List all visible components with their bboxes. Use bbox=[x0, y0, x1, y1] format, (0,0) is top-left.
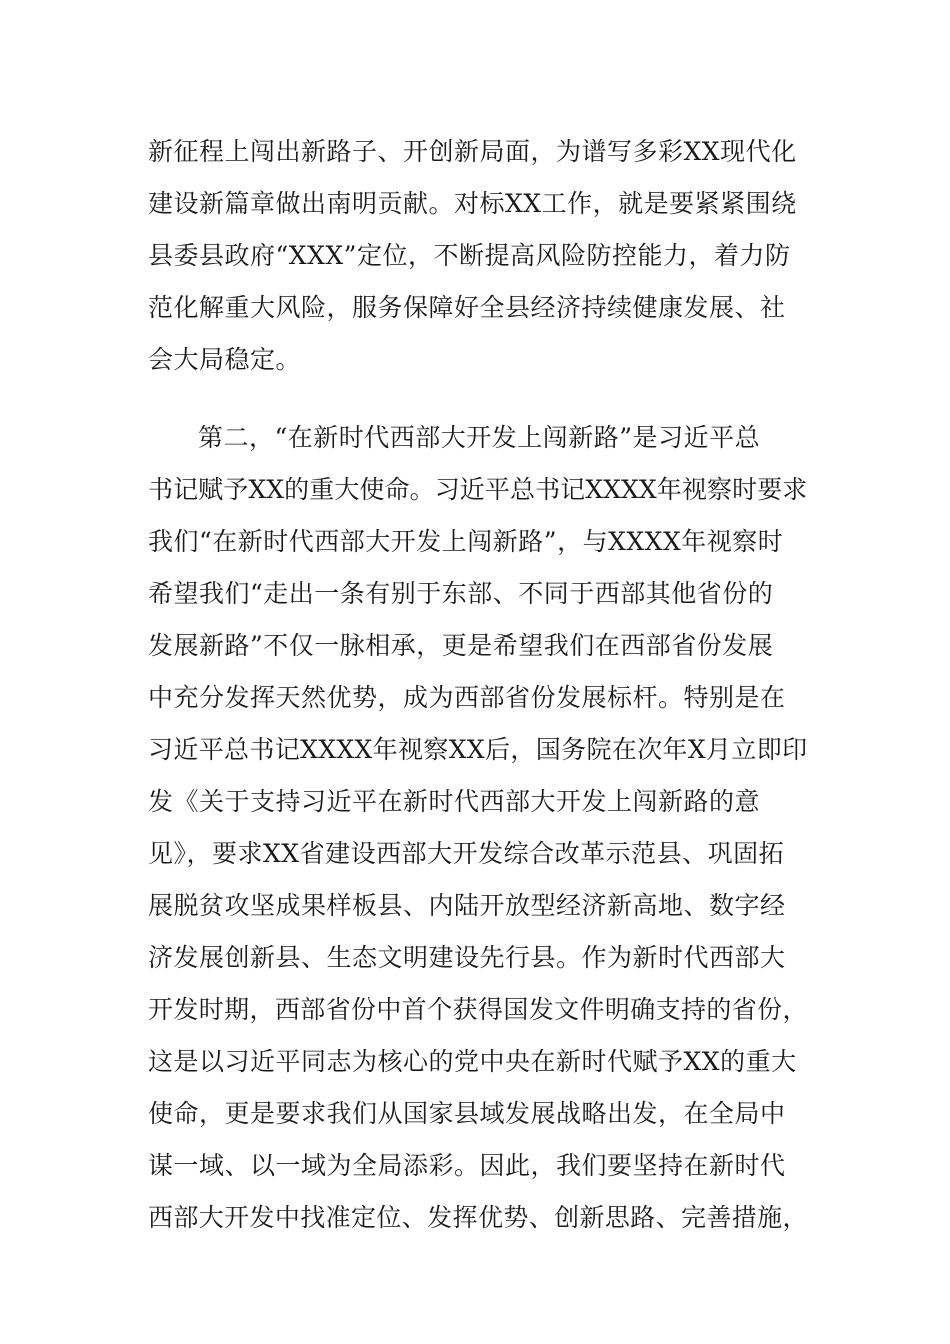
paragraph-2-line: 见》，要求XX省建设西部大开发综合改革示范县、巩固拓 bbox=[148, 839, 785, 868]
paragraph-2-line: 济发展创新县、生态文明建设先行县。作为新时代西部大 bbox=[148, 943, 786, 972]
paragraph-2-line: 希望我们“走出一条有别于东部、不同于西部其他省份的 bbox=[148, 579, 774, 608]
paragraph-1-line: 新征程上闯出新路子、开创新局面，为谱写多彩XX现代化 bbox=[148, 137, 797, 166]
paragraph-1-line: 会大局稳定。 bbox=[148, 345, 302, 374]
paragraph-2-line: 西部大开发中找准定位、发挥优势、创新思路、完善措施， bbox=[148, 1203, 808, 1232]
paragraph-2-line: 第二，“在新时代西部大开发上闯新路”是习近平总 bbox=[198, 423, 761, 452]
paragraph-2-line: 我们“在新时代西部大开发上闯新路”，与XXXX年视察时 bbox=[148, 527, 784, 556]
paragraph-2-line: 书记赋予XX的重大使命。习近平总书记XXXX年视察时要求 bbox=[148, 475, 808, 504]
paragraph-1-line: 县委县政府“XXX”定位，不断提高风险防控能力，着力防 bbox=[148, 241, 791, 270]
paragraph-1-line: 范化解重大风险，服务保障好全县经济持续健康发展、社 bbox=[148, 293, 786, 322]
paragraph-2-line: 这是以习近平同志为核心的党中央在新时代赋予XX的重大 bbox=[148, 1047, 797, 1076]
paragraph-2-line: 发《关于支持习近平在新时代西部大开发上闯新路的意 bbox=[148, 787, 761, 816]
paragraph-1-line: 建设新篇章做出南明贡献。对标XX工作，就是要紧紧围绕 bbox=[148, 189, 797, 218]
paragraph-2-line: 谋一域、以一域为全局添彩。因此，我们要坚持在新时代 bbox=[148, 1151, 786, 1180]
paragraph-2-line: 使命，更是要求我们从国家县域发展战略出发，在全局中 bbox=[148, 1099, 786, 1128]
paragraph-2-line: 中充分发挥天然优势，成为西部省份发展标杆。特别是在 bbox=[148, 683, 786, 712]
paragraph-2-line: 发展新路”不仅一脉相承，更是希望我们在西部省份发展 bbox=[148, 631, 774, 660]
paragraph-2-line: 习近平总书记XXXX年视察XX后，国务院在次年X月立即印 bbox=[148, 735, 808, 764]
paragraph-2-line: 展脱贫攻坚成果样板县、内陆开放型经济新高地、数字经 bbox=[148, 891, 786, 920]
paragraph-2-line: 开发时期，西部省份中首个获得国发文件明确支持的省份， bbox=[148, 995, 808, 1024]
